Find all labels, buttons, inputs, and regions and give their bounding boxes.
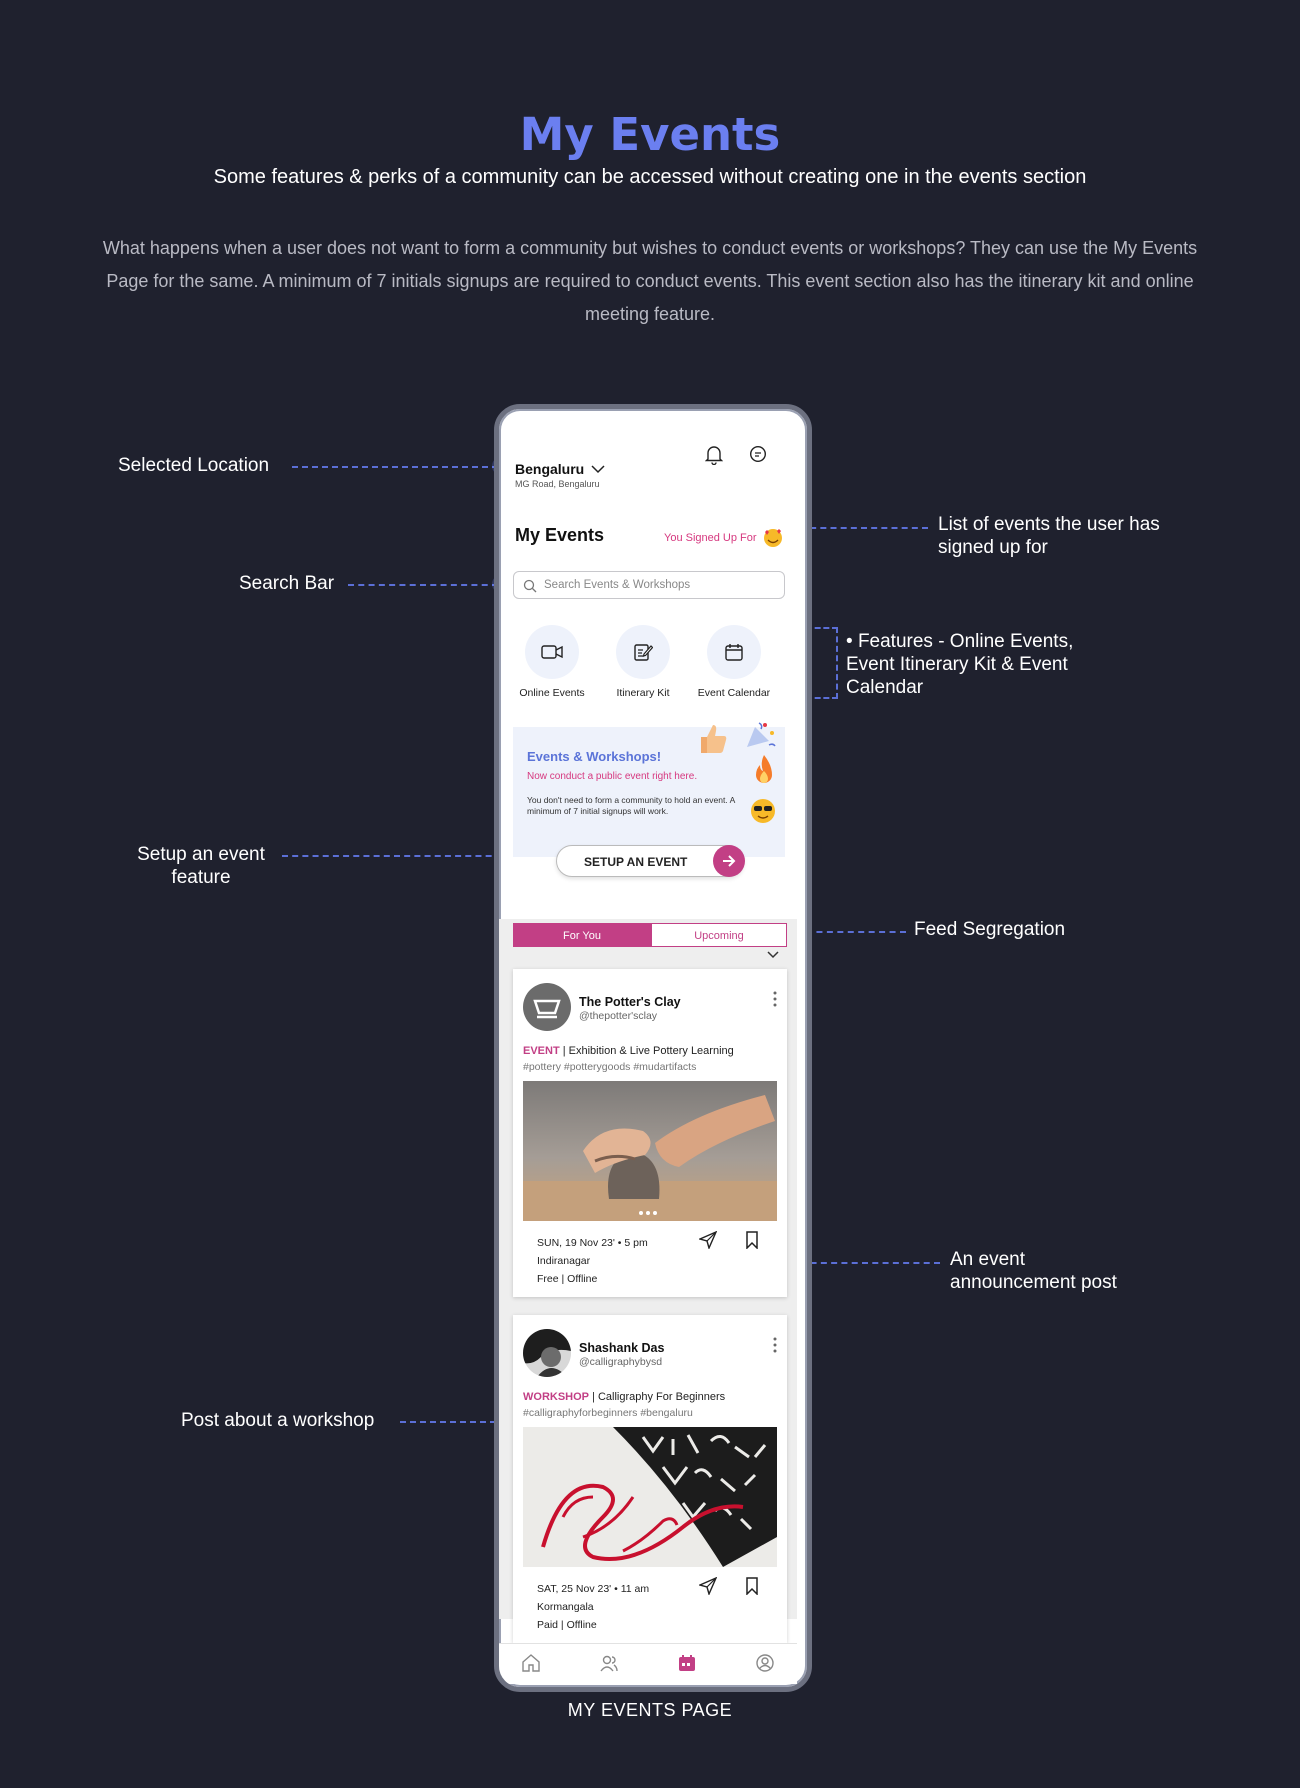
- annotation-line: [348, 584, 498, 586]
- location-subtitle: MG Road, Bengaluru: [515, 479, 600, 489]
- calendar-icon: [724, 642, 744, 662]
- annotation-line: [800, 527, 928, 529]
- feature-label: Online Events: [519, 687, 585, 699]
- community-icon[interactable]: [599, 1653, 619, 1673]
- annotation-feed-segregation: Feed Segregation: [914, 919, 1066, 940]
- feature-event-calendar[interactable]: [689, 625, 779, 699]
- events-icon[interactable]: [677, 1653, 697, 1673]
- post-kind: EVENT: [523, 1045, 560, 1057]
- phone-mockup: [494, 404, 812, 1692]
- post-location: Indiranagar: [537, 1255, 591, 1267]
- feature-label: Itinerary Kit: [616, 687, 670, 699]
- annotation-line: [292, 466, 498, 468]
- feature-label: Event Calendar: [697, 687, 771, 699]
- post-author-handle: @calligraphybysd: [579, 1356, 663, 1368]
- bookmark-icon[interactable]: [745, 1231, 759, 1249]
- more-options-icon[interactable]: [773, 991, 777, 1007]
- arrow-right-icon: [713, 845, 745, 877]
- notification-bell-icon[interactable]: [705, 445, 723, 470]
- thumbs-up-emoji-icon: [695, 721, 731, 757]
- page-caption: MY EVENTS PAGE: [567, 1700, 733, 1720]
- search-placeholder: Search Events & Workshops: [544, 579, 691, 591]
- promo-body: You don't need to form a community to hold an event. A minimum of 7 initial signups will work.: [527, 795, 735, 816]
- post-author-name[interactable]: Shashank Das: [579, 1341, 665, 1355]
- tab-upcoming[interactable]: Upcoming: [651, 923, 787, 947]
- share-icon[interactable]: [699, 1577, 717, 1595]
- post-date: SUN, 19 Nov 23' • 5 pm: [537, 1237, 648, 1249]
- avatar[interactable]: [523, 1329, 571, 1377]
- post-hashtags: #calligraphyforbeginners #bengaluru: [523, 1407, 693, 1419]
- post-price-mode: Free | Offline: [537, 1273, 598, 1285]
- pottery-image[interactable]: [523, 1081, 777, 1221]
- avatar[interactable]: [523, 983, 571, 1031]
- annotation-selected-location: Selected Location: [118, 455, 270, 476]
- chevron-down-icon: [591, 465, 605, 474]
- setup-event-label: SETUP AN EVENT: [584, 855, 688, 869]
- home-icon[interactable]: [521, 1653, 541, 1673]
- post-location: Kormangala: [537, 1601, 594, 1613]
- post-price-mode: Paid | Offline: [537, 1619, 597, 1631]
- page-subtitle: Some features & perks of a community can be accessed without creating one in the events section: [213, 166, 1087, 188]
- promo-card: [513, 727, 785, 857]
- sunglasses-emoji-icon: [749, 797, 777, 825]
- post-title: [523, 1045, 734, 1057]
- page-description: What happens when a user does not want to form a community but wishes to conduct events or workshops? They can use the My Events Page for the same. A minimum of 7 initials signups are required to conduct events. This event section also has the itinerary kit and online meeting feature.: [102, 238, 1198, 324]
- bottom-navigation: [499, 1643, 797, 1684]
- heart-face-emoji-icon: [762, 527, 784, 549]
- annotation-workshop-post: Post about a workshop: [181, 1410, 375, 1431]
- post-title: [523, 1391, 725, 1403]
- my-events-heading: My Events: [515, 525, 605, 545]
- annotation-search-bar: Search Bar: [239, 573, 335, 594]
- post-hashtags: #pottery #potterygoods #mudartifacts: [523, 1061, 697, 1073]
- workshop-post-card[interactable]: [513, 1315, 787, 1643]
- annotation-setup-event: Setup an event feature: [137, 844, 265, 888]
- tab-for-you[interactable]: For You: [513, 923, 651, 947]
- post-author-name[interactable]: The Potter's Clay: [579, 995, 681, 1009]
- annotation-line: [806, 931, 906, 933]
- annotation-line: [282, 855, 512, 857]
- signed-up-link[interactable]: [664, 527, 784, 549]
- setup-event-button[interactable]: [556, 845, 744, 877]
- annotation-features-text: Features - Online Events, Event Itinerary Kit & Event Calendar: [846, 631, 1074, 698]
- promo-title: Events & Workshops!: [527, 749, 662, 764]
- confetti-icon: [743, 719, 777, 751]
- video-camera-icon: [541, 644, 563, 660]
- event-post-card[interactable]: [513, 969, 787, 1297]
- annotation-signed-up-list: List of events the user has signed up for: [938, 514, 1160, 558]
- post-kind: WORKSHOP: [523, 1391, 589, 1403]
- chevron-down-icon[interactable]: [767, 951, 779, 959]
- profile-icon[interactable]: [755, 1653, 775, 1673]
- bookmark-icon[interactable]: [745, 1577, 759, 1595]
- search-icon: [523, 579, 537, 593]
- feature-itinerary-kit[interactable]: [598, 625, 688, 699]
- calligraphy-image[interactable]: [523, 1427, 777, 1567]
- search-input[interactable]: [513, 571, 785, 599]
- more-options-icon[interactable]: [773, 1337, 777, 1353]
- feature-online-events[interactable]: [507, 625, 597, 699]
- annotation-line: [400, 1421, 506, 1423]
- annotation-line: [790, 1262, 940, 1264]
- post-date: SAT, 25 Nov 23' • 11 am: [537, 1583, 650, 1595]
- annotation-features: • Features - Online Events, Event Itinerary Kit & Event Calendar: [846, 631, 1074, 698]
- location-selector[interactable]: [515, 461, 605, 477]
- location-city: Bengaluru: [515, 461, 585, 477]
- itinerary-edit-icon: [633, 642, 653, 662]
- signed-up-label: You Signed Up For: [664, 531, 757, 544]
- promo-tagline: Now conduct a public event right here.: [527, 771, 698, 782]
- page-title: My Events: [519, 108, 781, 161]
- post-author-handle: @thepotter'sclay: [579, 1010, 658, 1022]
- fire-emoji-icon: [749, 753, 779, 789]
- chat-icon[interactable]: [749, 445, 767, 468]
- post-title-text: | Exhibition & Live Pottery Learning: [559, 1045, 734, 1057]
- post-title-text: | Calligraphy For Beginners: [589, 1391, 726, 1403]
- annotation-event-post: An event announcement post: [950, 1249, 1117, 1293]
- share-icon[interactable]: [699, 1231, 717, 1249]
